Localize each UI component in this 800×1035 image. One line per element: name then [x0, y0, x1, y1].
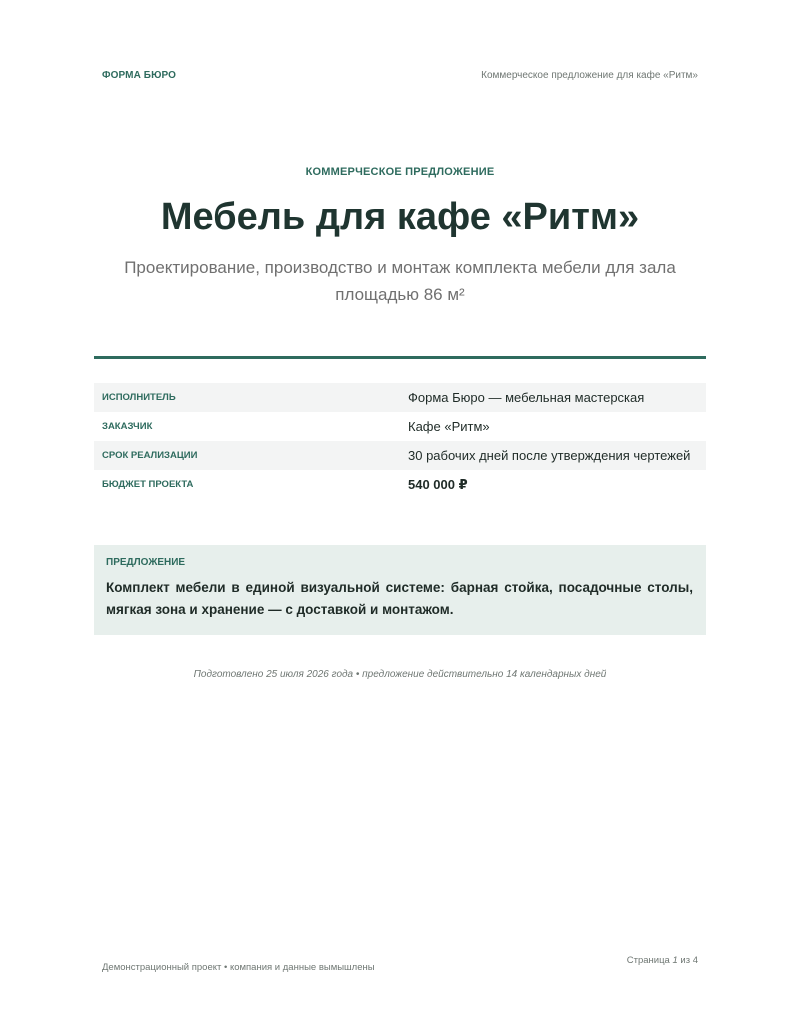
page-current: 1	[672, 955, 678, 966]
info-label: ИСПОЛНИТЕЛЬ	[102, 392, 176, 403]
info-row-budget	[94, 470, 706, 499]
header-document-title: Коммерческое предложение для кафе «Ритм»	[481, 70, 698, 81]
info-value: Форма Бюро — мебельная мастерская	[408, 390, 645, 405]
info-label: ЗАКАЗЧИК	[102, 421, 153, 432]
page-title: Мебель для кафе «Ритм»	[160, 196, 640, 238]
project-info-table	[94, 383, 706, 499]
offer-text: Комплект мебели в единой визуальной системе: барная стойка, посадочные столы, мягкая зона и хранение — с доставкой и монтажом.	[106, 580, 693, 617]
budget-value: 540 000 ₽	[408, 476, 468, 492]
page-of: из	[680, 955, 691, 966]
prepared-note: Подготовлено 25 июля 2026 года • предложение действительно 14 календарных дней	[193, 669, 607, 680]
info-row-timeline	[94, 441, 706, 470]
accent-divider	[94, 356, 706, 359]
page-subtitle: Проектирование, производство и монтаж комплекта мебели для зала площадью 86 м²	[124, 258, 676, 304]
footer-disclaimer: Демонстрационный проект • компания и данные вымышлены	[102, 962, 375, 973]
page-number	[627, 955, 698, 966]
info-row-client	[94, 412, 706, 441]
cover-kicker: КОММЕРЧЕСКОЕ ПРЕДЛОЖЕНИЕ	[305, 166, 495, 178]
info-value: Кафе «Ритм»	[408, 419, 490, 434]
info-row-contractor	[94, 383, 706, 412]
page-total: 4	[692, 955, 698, 966]
offer-label: ПРЕДЛОЖЕНИЕ	[106, 557, 186, 568]
info-value: 30 рабочих дней после утверждения чертежей	[408, 448, 691, 463]
info-label: СРОК РЕАЛИЗАЦИИ	[102, 450, 198, 461]
offer-callout	[94, 545, 706, 635]
header-brand: ФОРМА БЮРО	[102, 70, 176, 81]
page-prefix: Страница	[626, 955, 670, 966]
info-label: БЮДЖЕТ ПРОЕКТА	[102, 479, 194, 490]
